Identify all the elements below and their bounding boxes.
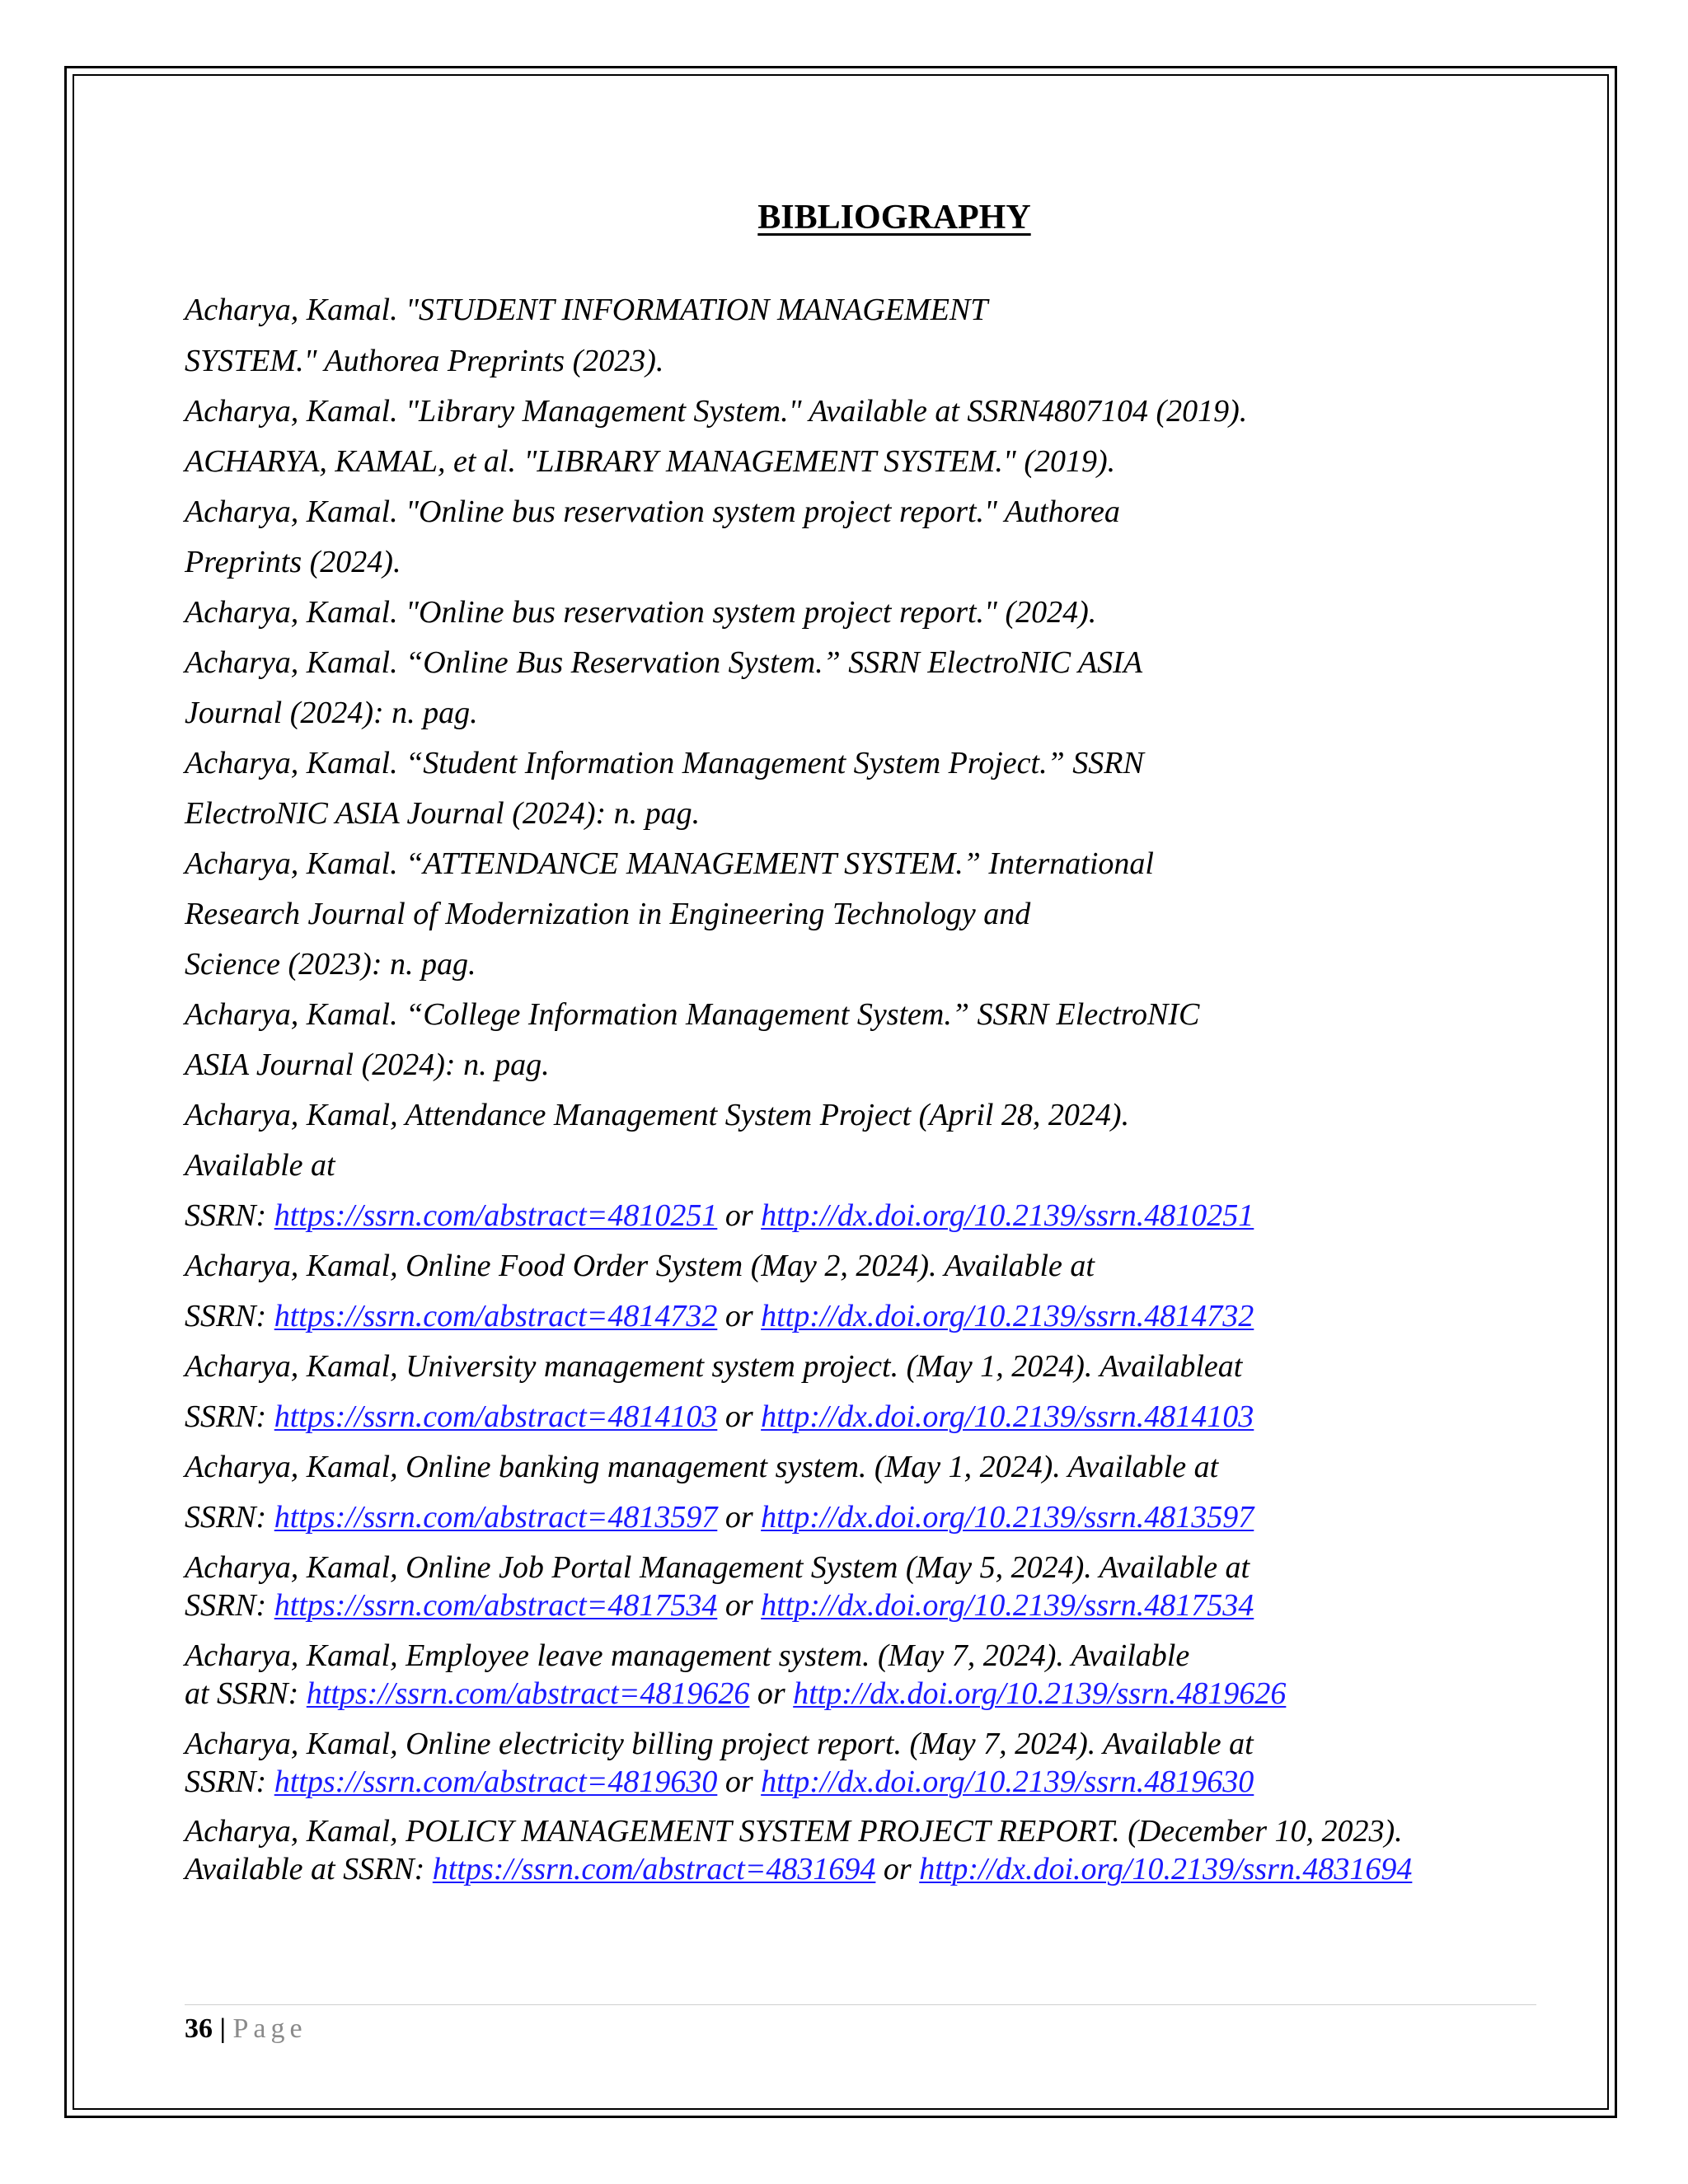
- doi-link[interactable]: http://dx.doi.org/10.2139/ssrn.4813597: [761, 1500, 1254, 1535]
- ssrn-abstract-link[interactable]: https://ssrn.com/abstract=4814732: [274, 1299, 718, 1333]
- footer-divider: [185, 2004, 1536, 2005]
- citation-line: Available at: [185, 1148, 335, 1183]
- link-line-prefix: Available at SSRN:: [185, 1852, 433, 1886]
- citation-link-line: [185, 1298, 1254, 1334]
- doi-link[interactable]: http://dx.doi.org/10.2139/ssrn.4831694: [919, 1852, 1413, 1886]
- citation-line: Acharya, Kamal. “ATTENDANCE MANAGEMENT SYSTEM.” International: [185, 846, 1154, 881]
- citation-link-line: [185, 1197, 1254, 1234]
- citation-line: SYSTEM." Authorea Preprints (2023).: [185, 344, 664, 378]
- citation-line: Acharya, Kamal. "Online bus reservation system project report." Authorea: [185, 494, 1120, 529]
- citation-line: Acharya, Kamal, Online Food Order System (May 2, 2024). Available at: [185, 1249, 1095, 1283]
- link-separator: or: [717, 1588, 762, 1623]
- citation-line: Acharya, Kamal. "STUDENT INFORMATION MANAGEMENT: [185, 293, 988, 327]
- citation-line: Acharya, Kamal, Employee leave management system. (May 7, 2024). Available: [185, 1638, 1190, 1673]
- link-line-prefix: SSRN:: [185, 1765, 274, 1799]
- link-separator: or: [717, 1500, 762, 1535]
- page-label: Page: [232, 2013, 307, 2044]
- doi-link[interactable]: http://dx.doi.org/10.2139/ssrn.4817534: [761, 1588, 1254, 1623]
- doi-link[interactable]: http://dx.doi.org/10.2139/ssrn.4810251: [761, 1198, 1254, 1233]
- link-line-prefix: at SSRN:: [185, 1676, 307, 1711]
- citation-link-line: [185, 1399, 1254, 1435]
- doi-link[interactable]: http://dx.doi.org/10.2139/ssrn.4819630: [761, 1765, 1254, 1799]
- ssrn-abstract-link[interactable]: https://ssrn.com/abstract=4814103: [274, 1399, 718, 1434]
- ssrn-abstract-link[interactable]: https://ssrn.com/abstract=4813597: [274, 1500, 718, 1535]
- citation-line: Acharya, Kamal. “Online Bus Reservation System.” SSRN ElectroNIC ASIA: [185, 645, 1143, 680]
- citation-line: ASIA Journal (2024): n. pag.: [185, 1047, 550, 1082]
- doi-link[interactable]: http://dx.doi.org/10.2139/ssrn.4819626: [793, 1676, 1287, 1711]
- link-separator: or: [875, 1852, 920, 1886]
- footer-separator: |: [219, 2013, 226, 2044]
- citation-line: Acharya, Kamal. "Library Management System." Available at SSRN4807104 (2019).: [185, 394, 1248, 429]
- citation-line: Acharya, Kamal, Online Job Portal Management System (May 5, 2024). Available at: [185, 1550, 1250, 1585]
- ssrn-abstract-link[interactable]: https://ssrn.com/abstract=4810251: [274, 1198, 718, 1233]
- citation-line: Acharya, Kamal. “Student Information Management System Project.” SSRN: [185, 746, 1144, 780]
- ssrn-abstract-link[interactable]: https://ssrn.com/abstract=4817534: [274, 1588, 718, 1623]
- citation-line: Journal (2024): n. pag.: [185, 696, 478, 730]
- citation-link-line: [185, 1851, 1412, 1887]
- page-footer: [185, 2013, 307, 2046]
- citation-line: Acharya, Kamal, University management system project. (May 1, 2024). Availableat: [185, 1349, 1243, 1384]
- link-line-prefix: SSRN:: [185, 1198, 274, 1233]
- citation-line: Acharya, Kamal, Online banking management system. (May 1, 2024). Available at: [185, 1450, 1219, 1484]
- citation-line: Acharya, Kamal. “College Information Management System.” SSRN ElectroNIC: [185, 997, 1200, 1032]
- ssrn-abstract-link[interactable]: https://ssrn.com/abstract=4819626: [306, 1676, 750, 1711]
- citation-line: ElectroNIC ASIA Journal (2024): n. pag.: [185, 796, 701, 831]
- citation-link-line: [185, 1675, 1286, 1712]
- link-separator: or: [717, 1765, 762, 1799]
- page-border-inner: [73, 74, 1609, 2110]
- page-number: 36: [185, 2013, 213, 2044]
- citation-link-line: [185, 1499, 1254, 1535]
- citation-line: Acharya, Kamal. "Online bus reservation system project report." (2024).: [185, 595, 1097, 630]
- link-line-prefix: SSRN:: [185, 1500, 274, 1535]
- citation-link-line: [185, 1587, 1254, 1624]
- link-separator: or: [717, 1198, 762, 1233]
- link-separator: or: [717, 1299, 762, 1333]
- citation-link-line: [185, 1764, 1254, 1800]
- link-line-prefix: SSRN:: [185, 1588, 274, 1623]
- citation-line: Science (2023): n. pag.: [185, 947, 476, 982]
- citation-line: Preprints (2024).: [185, 545, 401, 579]
- ssrn-abstract-link[interactable]: https://ssrn.com/abstract=4819630: [274, 1765, 718, 1799]
- link-line-prefix: SSRN:: [185, 1399, 274, 1434]
- citation-line: Research Journal of Modernization in Engineering Technology and: [185, 897, 1031, 931]
- link-separator: or: [717, 1399, 762, 1434]
- ssrn-abstract-link[interactable]: https://ssrn.com/abstract=4831694: [432, 1852, 876, 1886]
- citation-line: Acharya, Kamal, POLICY MANAGEMENT SYSTEM PROJECT REPORT. (December 10, 2023).: [185, 1814, 1403, 1849]
- doi-link[interactable]: http://dx.doi.org/10.2139/ssrn.4814103: [761, 1399, 1254, 1434]
- link-line-prefix: SSRN:: [185, 1299, 274, 1333]
- citation-line: Acharya, Kamal, Attendance Management System Project (April 28, 2024).: [185, 1098, 1130, 1132]
- page-title: BIBLIOGRAPHY: [757, 199, 1031, 237]
- citation-line: Acharya, Kamal, Online electricity billing project report. (May 7, 2024). Available at: [185, 1727, 1254, 1761]
- citation-line: ACHARYA, KAMAL, et al. "LIBRARY MANAGEMENT SYSTEM." (2019).: [185, 444, 1116, 479]
- doi-link[interactable]: http://dx.doi.org/10.2139/ssrn.4814732: [761, 1299, 1254, 1333]
- link-separator: or: [749, 1676, 794, 1711]
